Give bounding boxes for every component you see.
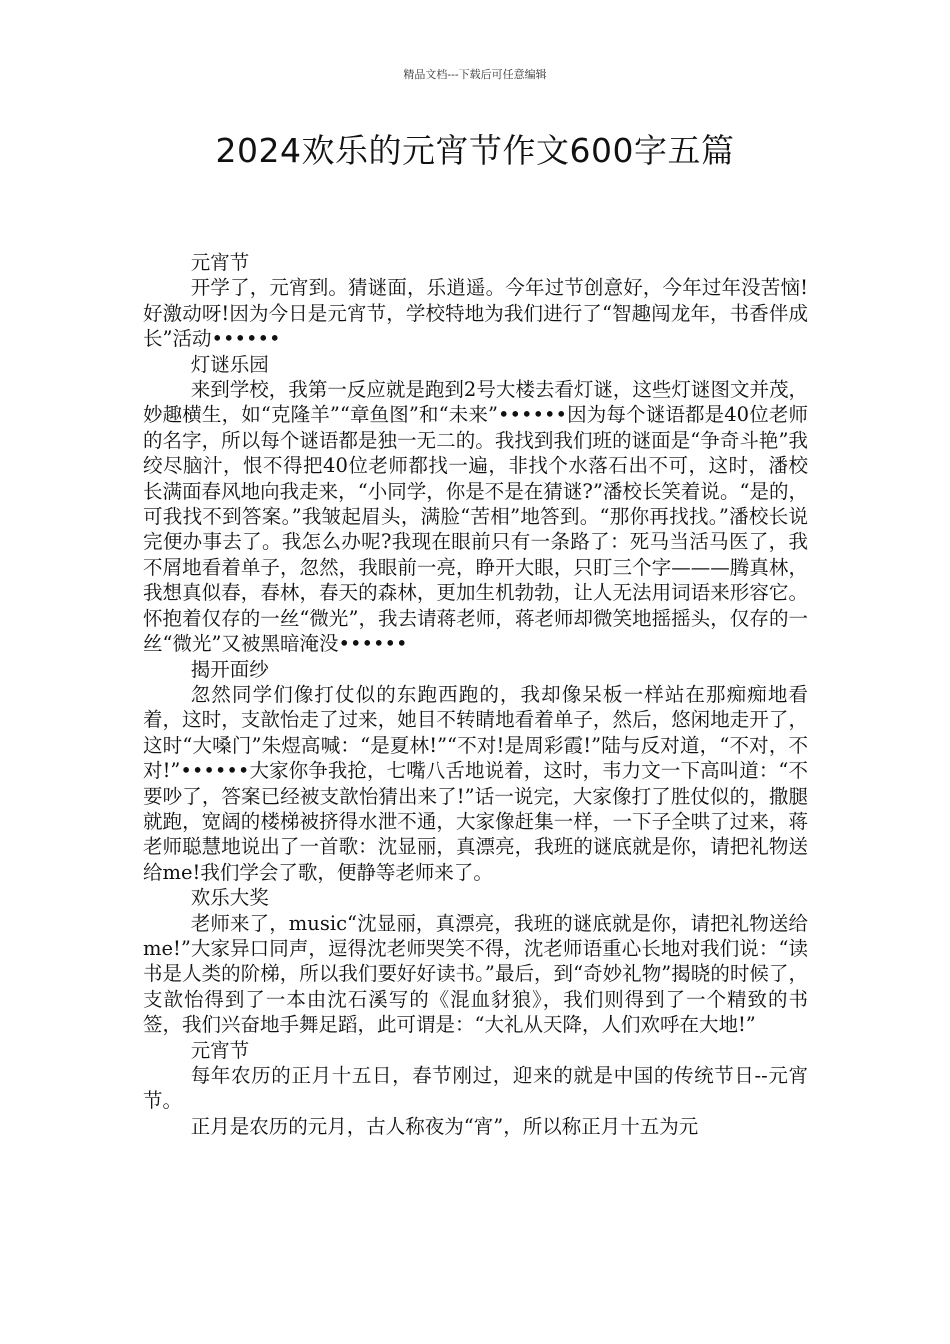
body-paragraph: 老师来了，music“沈显丽，真漂亮，我班的谜底就是你，请把礼物送给me!”大家异口同声，逗得沈老师哭笑不得，沈老师语重心长地对我们说：“读书是人类的阶梯，所以我们要好好读书。”最后，到“奇妙礼物”揭晓的时候了，支歆怡得到了一本由沈石溪写的《混血豺狼》，我们则得到了一个精致的书签，我们兴奋地手舞足蹈，此可谓是：“大礼从天降，人们欢呼在大地!” (143, 911, 808, 1037)
section-heading: 灯谜乐园 (190, 352, 269, 376)
document-title: 2024欢乐的元宵节作文600字五篇 (215, 131, 735, 170)
document-body (143, 250, 808, 1139)
body-paragraph: 开学了，元宵到。猜谜面，乐逍遥。今年过节创意好，今年过年没苦恼!好激动呀!因为今日是元宵节，学校特地为我们进行了“智趣闯龙年，书香伴成长”活动•••••• (143, 276, 808, 351)
body-paragraph: 正月是农历的元月，古人称夜为“宵”，所以称正月十五为元 (190, 1114, 699, 1138)
body-paragraph: 忽然同学们像打仗似的东跑西跑的，我却像呆板一样站在那痴痴地看着，这时，支歆怡走了过来，她目不转睛地看着单子，然后，悠闲地走开了，这时“大嗓门”朱煜高喊：“是夏林!”“不对!是周彩霞!”陆与反对道，“不对，不对!”••••••大家你争我抢，七嘴八舌地说着，这时，韦力文一下高叫道：“不要吵了，答案已经被支歆怡猜出来了!”话一说完，大家像打了胜仗似的，撒腿就跑，宽阔的楼梯被挤得水泄不通，大家像赶集一样，一下子全哄了过来，蒋老师聪慧地说出了一首歌：沈显丽，真漂亮，我班的谜底就是你，请把礼物送给me!我们学会了歌，便静等老师来了。 (143, 682, 808, 884)
body-paragraph: 每年农历的正月十五日，春节刚过，迎来的就是中国的传统节日--元宵节。 (143, 1064, 808, 1113)
section-heading: 欢乐大奖 (190, 886, 269, 910)
section-heading: 揭开面纱 (190, 657, 269, 681)
section-heading: 元宵节 (190, 251, 250, 274)
body-paragraph: 来到学校，我第一反应就是跑到2号大楼去看灯谜，这些灯谜图文并茂，妙趣横生，如“克隆羊”“章鱼图”和“未来”••••••因为每个谜语都是40位老师的名字，所以每个谜语都是独一无二的。我找到我们班的谜面是“争奇斗艳”我绞尽脑汁，恨不得把40位老师都找一遍，非找个水落石出不可，这时，潘校长满面春风地向我走来，“小同学，你是不是在猜谜?”潘校长笑着说。“是的，可我找不到答案。”我皱起眉头，满脸“苦相”地答到。“那你再找找。”潘校长说完便办事去了。我怎么办呢?我现在眼前只有一条路了：死马当活马医了，我不屑地看着单子，忽然，我眼前一亮，睁开大眼，只盯三个字———腾真林，我想真似春，春林，春天的森林，更加生机勃勃，让人无法用词语来形容它。怀抱着仅存的一丝“微光”，我去请蒋老师，蒋老师却微笑地摇摇头，仅存的一丝“微光”又被黑暗淹没•••••• (143, 378, 808, 656)
section-heading: 元宵节 (190, 1038, 250, 1062)
page-watermark: 精品文档---下载后可任意编辑 (403, 68, 547, 81)
